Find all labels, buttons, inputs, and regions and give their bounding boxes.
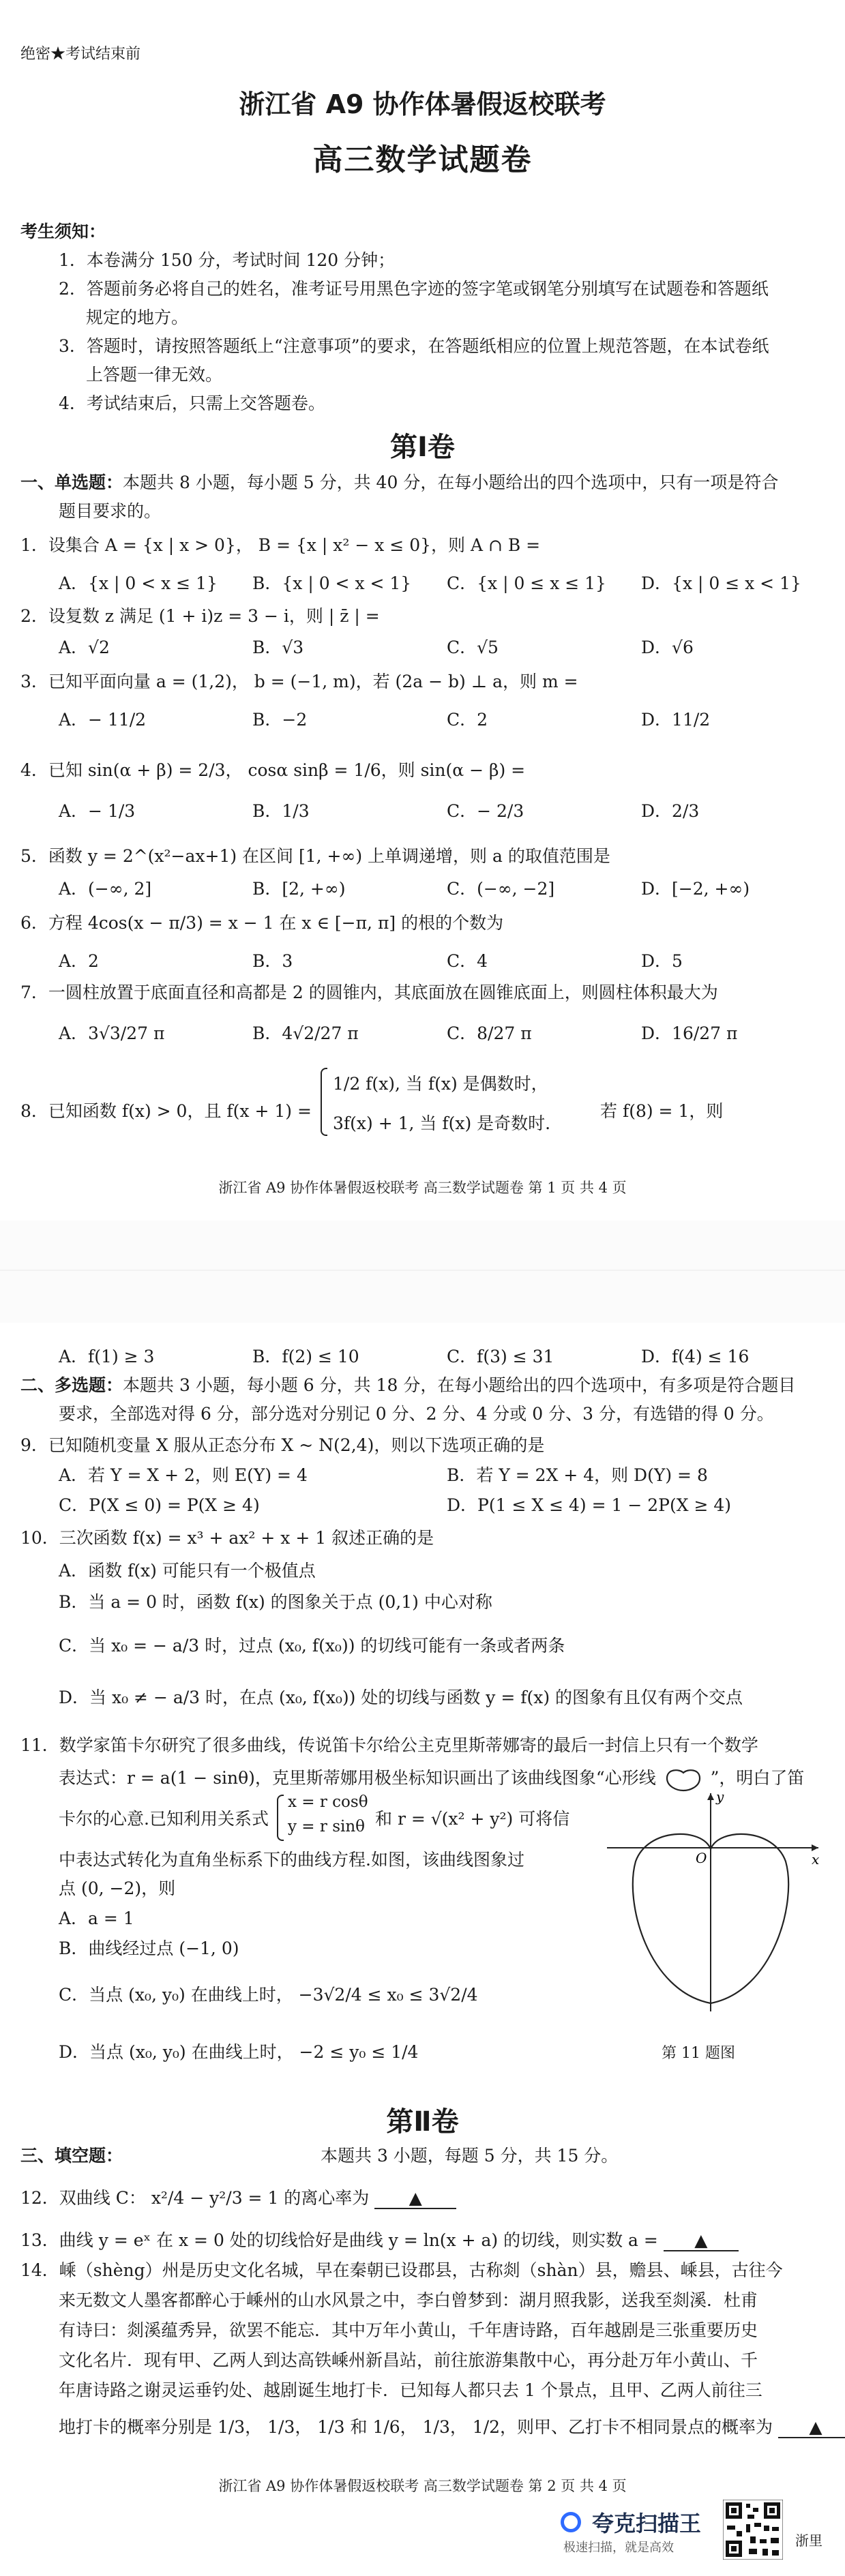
section2-text: 本题共 3 小题，每小题 6 分，共 18 分，在每小题给出的四个选项中，有多项是符合题目	[123, 1375, 796, 1395]
q8-option-c: C．f(3) ≤ 31	[447, 1347, 554, 1366]
q9-option-b: B．若 Y = 2X + 4，则 D(Y) = 8	[447, 1465, 708, 1485]
section1-heading	[20, 469, 778, 494]
q8-case2: 3f(x) + 1, 当 f(x) 是奇数时.	[333, 1113, 551, 1133]
q5-option-b: B．[2, +∞)	[252, 879, 346, 899]
q5-option-c: C．(−∞, −2]	[447, 879, 555, 899]
q10-option-a: A．函数 f(x) 可能只有一个极值点	[59, 1561, 316, 1581]
section3-label: 三、填空题：	[20, 2146, 123, 2166]
section2-label: 二、多选题：	[20, 1375, 123, 1395]
q11-option-c: C．当点 (x₀, y₀) 在曲线上时， −3√2/4 ≤ x₀ ≤ 3√2/4	[59, 1985, 478, 2005]
q8-option-a: A．f(1) ≥ 3	[59, 1347, 155, 1366]
notice-item: 规定的地方。	[86, 308, 189, 327]
q11-sys1: x = r cosθ	[288, 1793, 368, 1811]
secret-label: 绝密★考试结束前	[20, 46, 141, 63]
q6-option-d: D．5	[641, 951, 683, 971]
q6-option-c: C．4	[447, 951, 488, 971]
q11-line3b: 和 r = √(x² + y²) 可将信	[375, 1809, 570, 1829]
q4-option-a: A．− 1/3	[59, 801, 136, 821]
q2-option-d: D．√6	[641, 638, 694, 657]
q4-option-c: C．− 2/3	[447, 801, 524, 821]
section1-label: 一、单选题：	[20, 473, 123, 492]
q8-tail: 若 f(8) = 1，则	[600, 1101, 724, 1121]
q14-line: 来无数文人墨客都醉心于嵊州的山水风景之中，李白曾梦到：湖月照我影，送我至剡溪．杜甫	[59, 2290, 758, 2310]
q11-line2-text: 表达式：r = a(1 − sinθ)，克里斯蒂娜用极坐标知识画出了该曲线图象“心形线	[59, 1768, 656, 1788]
q13	[20, 2227, 739, 2251]
notice-item: 上答题一律无效。	[86, 365, 223, 385]
q10-option-b: B．当 a = 0 时，函数 f(x) 的图象关于点 (0,1) 中心对称	[59, 1592, 492, 1612]
q2-option-b: B．√3	[252, 638, 304, 657]
exam-subtitle: 高三数学试题卷	[312, 143, 533, 177]
section2-text2: 要求，全部选对得 6 分，部分选对分别记 0 分、2 分、4 分或 0 分、3 分，有选错的得 0 分。	[59, 1404, 774, 1424]
page2-footer: 浙江省 A9 协作体暑假返校联考 高三数学试题卷 第 2 页 共 4 页	[218, 2478, 627, 2494]
q14-last	[59, 2414, 845, 2438]
q8-brace	[321, 1068, 327, 1136]
q1-option-a: A．{x | 0 < x ≤ 1}	[59, 573, 218, 593]
q7-option-a: A．3√3/27 π	[59, 1023, 165, 1043]
q8-option-d: D．f(4) ≤ 16	[641, 1347, 750, 1366]
q8-case1: 1/2 f(x), 当 f(x) 是偶数时，	[333, 1074, 548, 1094]
q10-stem: 10．三次函数 f(x) = x³ + ax² + x + 1 叙述正确的是	[20, 1528, 434, 1548]
notice-item: 1．本卷满分 150 分，考试时间 120 分钟；	[59, 250, 396, 270]
q9-option-d: D．P(1 ≤ X ≤ 4) = 1 − 2P(X ≥ 4)	[447, 1495, 732, 1515]
q6-stem: 6．方程 4cos(x − π/3) = x − 1 在 x ∈ [−π, π] 的根的个数为	[20, 913, 504, 933]
brand-slogan: 极速扫描，就是高效	[563, 2541, 674, 2555]
axis-x-label: x	[812, 1851, 820, 1868]
corner-text: 浙里	[795, 2532, 822, 2549]
q2-stem: 2．设复数 z 满足 (1 + i)z = 3 − i，则 | z̄ | =	[20, 606, 380, 626]
q10-option-d: D．当 x₀ ≠ − a/3 时，在点 (x₀, f(x₀)) 处的切线与函数 y = f(x) 的图象有且仅有两个交点	[59, 1688, 743, 1707]
q3-option-b: B．−2	[252, 710, 308, 730]
q8-stem: 8．已知函数 f(x) > 0，且 f(x + 1) =	[20, 1101, 312, 1121]
q11-option-a: A．a = 1	[59, 1908, 134, 1928]
q13-stem: 13．曲线 y = eˣ 在 x = 0 处的切线恰好是曲线 y = ln(x + a) 的切线，则实数 a =	[20, 2230, 658, 2250]
q7-option-c: C．8/27 π	[447, 1023, 532, 1043]
q9-option-c: C．P(X ≤ 0) = P(X ≥ 4)	[59, 1495, 260, 1515]
q2-option-a: A．√2	[59, 638, 110, 657]
q13-blank: ▲	[664, 2230, 739, 2251]
notice-title: 考生须知：	[20, 222, 106, 241]
section1-text2: 题目要求的。	[59, 501, 162, 521]
q14-line: 有诗曰：剡溪蕴秀异，欲罢不能忘．其中万年小黄山，千年唐诗路，百年越剧是三张重要历史	[59, 2320, 758, 2340]
q3-option-c: C．2	[447, 710, 488, 730]
q1-option-b: B．{x | 0 < x < 1}	[252, 573, 412, 593]
section2-heading	[20, 1372, 795, 1396]
q5-option-a: A．(−∞, 2]	[59, 879, 152, 899]
q12	[20, 2185, 456, 2209]
q6-option-b: B．3	[252, 951, 293, 971]
q11-line2b-text: ”，明白了笛	[710, 1768, 805, 1788]
q7-option-b: B．4√2/27 π	[252, 1023, 359, 1043]
q11-figure	[600, 1786, 825, 2039]
axis-y-label: y	[716, 1788, 724, 1805]
q1-option-d: D．{x | 0 ≤ x < 1}	[641, 573, 801, 593]
q14-line: 文化名片．现有甲、乙两人到达高铁嵊州新昌站，前往旅游集散中心，再分赴万年小黄山、千	[59, 2350, 758, 2370]
q11-fig-caption: 第 11 题图	[662, 2045, 735, 2062]
q11-brace	[277, 1795, 284, 1841]
q7-stem: 7．一圆柱放置于底面直径和高都是 2 的圆锥内，其底面放在圆锥底面上，则圆柱体积最大为	[20, 983, 718, 1002]
exam-title: 浙江省 A9 协作体暑假返校联考	[239, 89, 606, 119]
q14-line: 年唐诗路之谢灵运垂钓处、越剧诞生地打卡．已知每人都只去 1 个景点，且甲、乙两人前往三	[59, 2380, 762, 2400]
q7-option-d: D．16/27 π	[641, 1023, 738, 1043]
brand-logo-icon	[561, 2512, 581, 2532]
q10-option-c: C．当 x₀ = − a/3 时，过点 (x₀, f(x₀)) 的切线可能有一条或者两条	[59, 1636, 565, 1656]
q3-stem: 3．已知平面向量 a = (1,2)， b = (−1, m)，若 (2a − b) ⊥ a，则 m =	[20, 672, 578, 691]
q2-option-c: C．√5	[447, 638, 499, 657]
q12-stem: 12．双曲线 C： x²/4 − y²/3 = 1 的离心率为	[20, 2188, 370, 2208]
q4-option-d: D．2/3	[641, 801, 700, 821]
q3-option-d: D．11/2	[641, 710, 711, 730]
origin-label: O	[696, 1850, 707, 1866]
q11-line5: 点 (0, −2)，则	[59, 1878, 176, 1898]
qr-code-icon	[723, 2500, 783, 2560]
q1-stem: 1．设集合 A = {x | x > 0}， B = {x | x² − x ≤ 0}，则 A ∩ B =	[20, 535, 541, 555]
section1-text: 本题共 8 小题，每小题 5 分，共 40 分，在每小题给出的四个选项中，只有一项是符合	[123, 473, 779, 492]
q11-option-b: B．曲线经过点 (−1, 0)	[59, 1938, 239, 1958]
q1-option-c: C．{x | 0 ≤ x ≤ 1}	[447, 573, 606, 593]
notice-item: 2．答题前务必将自己的姓名，准考证号用黑色字迹的签字笔或钢笔分别填写在试题卷和答题纸	[59, 279, 769, 299]
q14-last-text: 地打卡的概率分别是 1/3， 1/3， 1/3 和 1/6， 1/3， 1/2，则甲、乙打卡不相同景点的概率为	[59, 2417, 773, 2437]
page-gap	[0, 1220, 845, 1323]
q14-line: 14．嵊（shèng）州是历史文化名城，早在秦朝已设郡县，古称剡（shàn）县，赡县、嵊县，古往今	[20, 2260, 783, 2280]
notice-item: 4．考试结束后，只需上交答题卷。	[59, 393, 325, 413]
q11-line1: 11．数学家笛卡尔研究了很多曲线，传说笛卡尔给公主克里斯蒂娜寄的最后一封信上只有一个数学	[20, 1735, 758, 1755]
q5-option-d: D．[−2, +∞)	[641, 879, 750, 899]
x-axis-arrow	[812, 1844, 818, 1851]
q11-line4: 中表达式转化为直角坐标系下的曲线方程.如图，该曲线图象过	[59, 1850, 524, 1870]
q9-option-a: A．若 Y = X + 2，则 E(Y) = 4	[59, 1465, 308, 1485]
q12-blank: ▲	[374, 2188, 456, 2209]
q4-stem: 4．已知 sin(α + β) = 2/3， cosα sinβ = 1/6，则 sin(α − β) =	[20, 760, 526, 780]
q4-option-b: B．1/3	[252, 801, 310, 821]
q14-blank: ▲	[778, 2417, 845, 2438]
page1-footer: 浙江省 A9 协作体暑假返校联考 高三数学试题卷 第 1 页 共 4 页	[218, 1180, 627, 1196]
q3-option-a: A．− 11/2	[59, 710, 147, 730]
notice-item: 3．答题时，请按照答题纸上“注意事项”的要求，在答题纸相应的位置上规范答题，在本试卷纸	[59, 336, 769, 356]
y-axis-arrow	[707, 1793, 714, 1800]
section3-text: 本题共 3 小题，每题 5 分，共 15 分。	[321, 2146, 619, 2166]
q11-line3a: 卡尔的心意.已知利用关系式	[59, 1809, 269, 1829]
brand-name: 夸克扫描王	[591, 2511, 701, 2536]
part2-title: 第Ⅱ卷	[386, 2106, 459, 2138]
part1-title: 第Ⅰ卷	[390, 432, 455, 463]
q9-stem: 9．已知随机变量 X 服从正态分布 X ~ N(2,4)，则以下选项正确的是	[20, 1435, 545, 1455]
scanner-watermark	[561, 2506, 701, 2538]
q8-option-b: B．f(2) ≤ 10	[252, 1347, 359, 1366]
q11-sys2: y = r sinθ	[288, 1818, 366, 1836]
q5-stem: 5．函数 y = 2^(x²−ax+1) 在区间 [1, +∞) 上单调递增，则 a 的取值范围是	[20, 846, 610, 866]
q11-option-d: D．当点 (x₀, y₀) 在曲线上时， −2 ≤ y₀ ≤ 1/4	[59, 2042, 419, 2062]
q6-option-a: A．2	[59, 951, 99, 971]
page-divider	[0, 1270, 845, 1271]
